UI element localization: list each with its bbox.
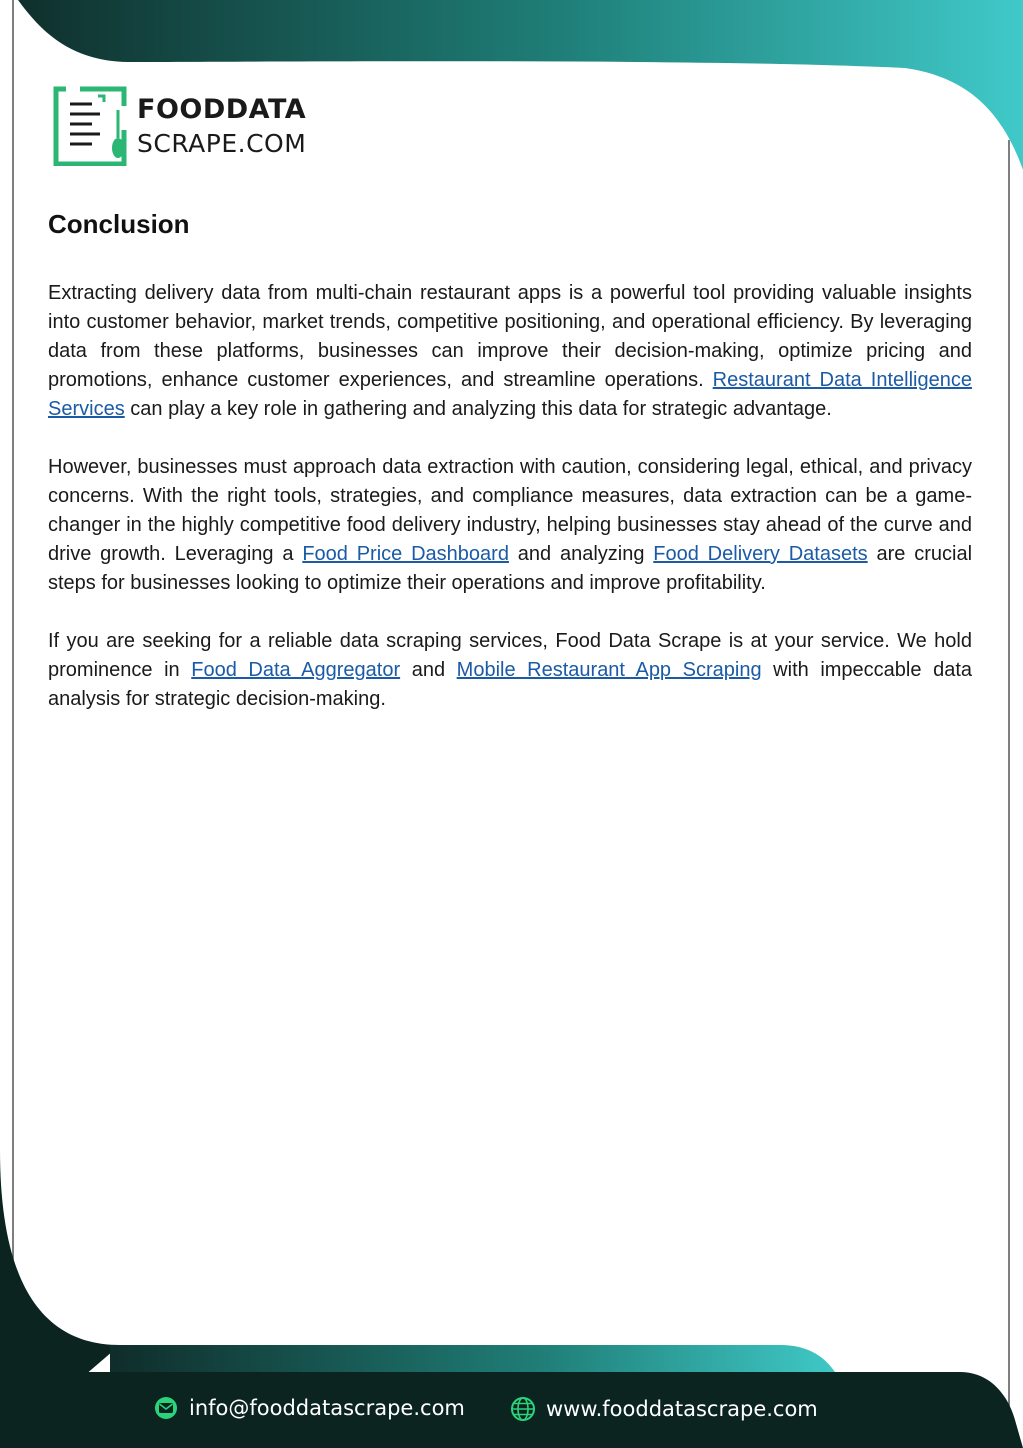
link-mobile-restaurant-app-scraping[interactable]: Mobile Restaurant App Scraping (456, 659, 762, 681)
link-food-delivery-datasets[interactable]: Food Delivery Datasets (653, 543, 868, 565)
paragraph-3-text-a: If you are seeking for a reliable data scraping services, Food Data Scrape is at your service. We hold prominence in (48, 630, 972, 681)
paragraph-1-text-b: can play a key role in gathering and analyzing this data for strategic advantage. (124, 398, 832, 420)
paragraph-1-text-a: Extracting delivery data from multi-chain restaurant apps is a powerful tool providing valuable insights into customer behavior, market trends, competitive positioning, and operational efficiency. By leveraging data from these platforms, businesses can improve their decision-making, optimize pricing and promotions, enhance customer experiences, and streamline operations. (48, 282, 972, 391)
footer (0, 1386, 1023, 1436)
paragraph-2-text-b: and analyzing (508, 543, 654, 565)
bottom-teal-band (110, 1345, 835, 1372)
link-food-data-aggregator[interactable]: Food Data Aggregator (191, 659, 401, 681)
brand-logo (52, 86, 342, 168)
footer-website[interactable] (510, 1396, 818, 1422)
footer-email-text: info@fooddatascrape.com (189, 1396, 465, 1420)
logo-mark-icon (52, 86, 128, 166)
globe-icon (510, 1396, 536, 1422)
section-heading: Conclusion (48, 209, 190, 239)
paragraph-2-text-a: However, businesses must approach data extraction with caution, considering legal, ethical, and privacy concerns. With the right tools, strategies, and compliance measures, data extraction can be a game-changer in the highly competitive food delivery industry, helping businesses stay ahead of the curve and drive growth. Leveraging a (48, 456, 972, 565)
link-restaurant-data-intelligence-services[interactable]: Restaurant Data Intelligence Services (48, 369, 972, 420)
footer-website-text: www.fooddatascrape.com (546, 1397, 818, 1421)
paragraph-2-text-c: are crucial steps for businesses looking to optimize their operations and improve profitability. (48, 543, 973, 594)
paragraph-3-text-b: and (400, 659, 457, 681)
link-food-price-dashboard[interactable]: Food Price Dashboard (302, 543, 509, 565)
paragraph-2 (48, 453, 972, 598)
paragraph-1 (48, 279, 972, 424)
footer-email[interactable] (153, 1396, 465, 1420)
paragraph-3-text-c: with impeccable data analysis for strategic decision-making. (48, 659, 973, 710)
logo-text-bottom: SCRAPE.COM (137, 129, 307, 158)
article-body (48, 205, 972, 743)
logo-text-top: FOODDATA (137, 94, 307, 125)
paragraph-3 (48, 627, 972, 714)
mail-icon (153, 1397, 179, 1419)
